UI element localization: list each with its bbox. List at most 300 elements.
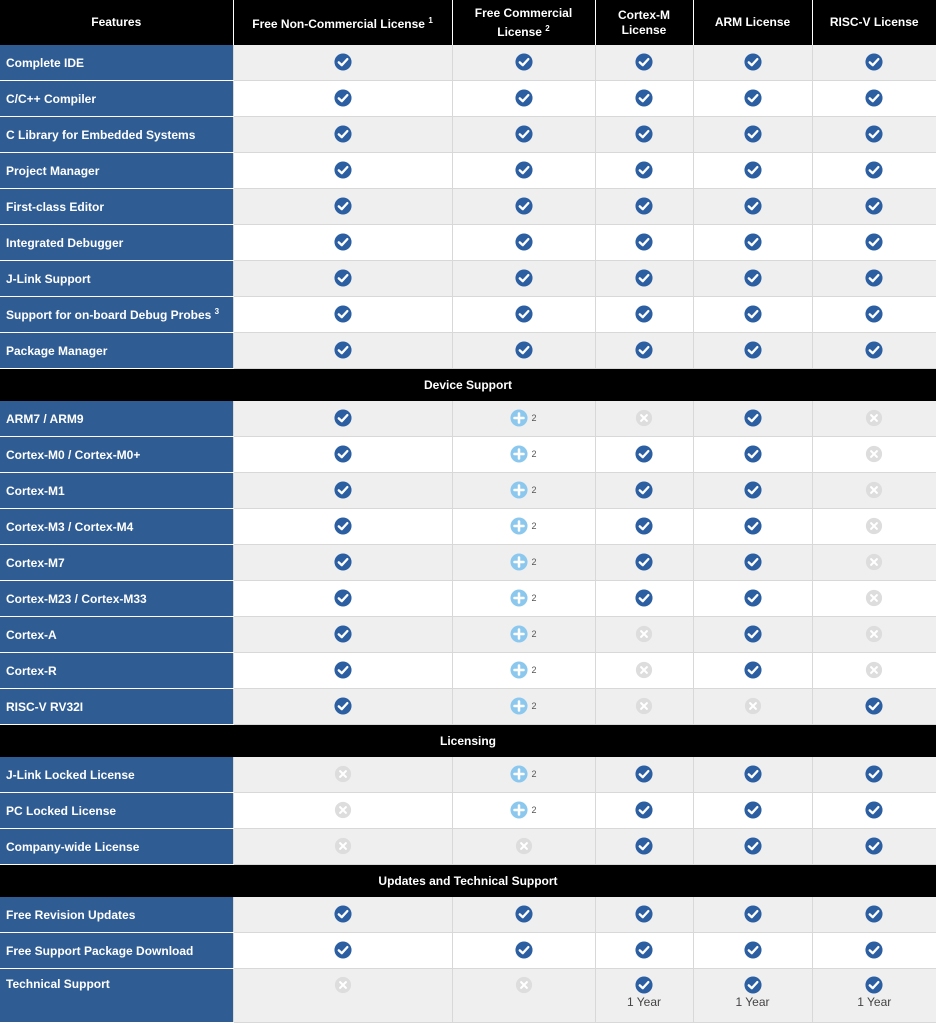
feature-label-complete-ide bbox=[0, 45, 233, 81]
check-icon bbox=[744, 766, 762, 783]
feature-label-text: Cortex-A bbox=[6, 627, 57, 642]
cell-cortex-m bbox=[595, 45, 693, 81]
cell-arm bbox=[693, 897, 812, 933]
table-row bbox=[0, 653, 936, 689]
plus-icon bbox=[510, 802, 528, 819]
feature-label-integrated-debugger bbox=[0, 225, 233, 261]
check-icon bbox=[744, 662, 762, 679]
footnote-marker: 3 bbox=[214, 307, 220, 316]
cell-cortex-m bbox=[595, 225, 693, 261]
cell-risc-v bbox=[812, 581, 936, 617]
check-icon bbox=[744, 234, 762, 251]
check-icon bbox=[334, 410, 352, 427]
feature-label-support-for-on-board-debug-probes bbox=[0, 297, 233, 333]
table-row bbox=[0, 401, 936, 437]
check-icon bbox=[635, 306, 653, 323]
footnote-marker: 2 bbox=[531, 557, 537, 568]
check-icon bbox=[744, 446, 762, 463]
check-icon bbox=[334, 54, 352, 71]
check-icon bbox=[744, 410, 762, 427]
check-icon bbox=[865, 698, 883, 715]
feature-label-pc-locked-license bbox=[0, 793, 233, 829]
feature-label-text: Company-wide License bbox=[6, 839, 140, 854]
cell-free-commercial bbox=[452, 581, 595, 617]
cell-free-non-commercial bbox=[233, 297, 452, 333]
cell-risc-v bbox=[812, 897, 936, 933]
cell-free-non-commercial bbox=[233, 969, 452, 1023]
footnote-marker: 2 bbox=[531, 629, 537, 640]
cell-risc-v bbox=[812, 757, 936, 793]
cell-free-commercial bbox=[452, 437, 595, 473]
feature-label-cortex-r bbox=[0, 653, 233, 689]
check-icon bbox=[744, 626, 762, 643]
feature-label-text: J-Link Locked License bbox=[6, 767, 135, 782]
check-icon bbox=[635, 802, 653, 819]
cross-icon bbox=[635, 698, 653, 715]
check-icon bbox=[515, 54, 533, 71]
table-row bbox=[0, 897, 936, 933]
cross-icon bbox=[865, 518, 883, 535]
check-icon bbox=[865, 838, 883, 855]
check-icon bbox=[865, 234, 883, 251]
footnote-marker: 2 bbox=[531, 485, 537, 496]
feature-label-cortex-m23-cortex-m33 bbox=[0, 581, 233, 617]
cell-free-non-commercial bbox=[233, 261, 452, 297]
check-icon bbox=[635, 126, 653, 143]
check-icon bbox=[865, 270, 883, 287]
section-header-licensing bbox=[0, 725, 936, 758]
section-header-updates-and-technical-support bbox=[0, 865, 936, 898]
cell-risc-v bbox=[812, 653, 936, 689]
check-icon bbox=[635, 234, 653, 251]
cell-free-non-commercial bbox=[233, 189, 452, 225]
cell-free-commercial bbox=[452, 81, 595, 117]
cell-free-non-commercial bbox=[233, 617, 452, 653]
cell-risc-v bbox=[812, 45, 936, 81]
table-row bbox=[0, 437, 936, 473]
check-icon bbox=[515, 162, 533, 179]
check-icon bbox=[744, 942, 762, 959]
feature-label-text: PC Locked License bbox=[6, 803, 117, 818]
table-row bbox=[0, 261, 936, 297]
cell-free-commercial bbox=[452, 793, 595, 829]
check-icon bbox=[334, 626, 352, 643]
check-icon bbox=[515, 234, 533, 251]
cell-free-commercial bbox=[452, 969, 595, 1023]
cell-cortex-m bbox=[595, 297, 693, 333]
check-icon bbox=[334, 482, 352, 499]
plus-icon bbox=[510, 766, 528, 783]
table-row bbox=[0, 581, 936, 617]
cell-risc-v bbox=[812, 473, 936, 509]
column-header-free-commercial: Free Commercial License $^2$ bbox=[452, 0, 595, 45]
plus-icon bbox=[510, 590, 528, 607]
cell-arm bbox=[693, 45, 812, 81]
cell-free-commercial bbox=[452, 45, 595, 81]
plus-icon bbox=[510, 698, 528, 715]
cell-free-non-commercial bbox=[233, 829, 452, 865]
check-icon bbox=[744, 838, 762, 855]
section-header-device-support bbox=[0, 369, 936, 402]
check-icon bbox=[744, 802, 762, 819]
cell-arm bbox=[693, 969, 812, 1023]
check-icon bbox=[744, 306, 762, 323]
feature-label-text: Technical Support bbox=[6, 977, 110, 991]
feature-label-text: Complete IDE bbox=[6, 55, 85, 70]
check-icon bbox=[334, 270, 352, 287]
cell-arm bbox=[693, 261, 812, 297]
feature-label-text: Cortex-R bbox=[6, 663, 57, 678]
check-icon bbox=[744, 90, 762, 107]
table-row bbox=[0, 757, 936, 793]
check-icon bbox=[744, 554, 762, 571]
cell-arm bbox=[693, 225, 812, 261]
table-row bbox=[0, 225, 936, 261]
footnote-marker: 2 bbox=[531, 593, 537, 604]
check-icon bbox=[744, 162, 762, 179]
feature-label-technical-support bbox=[0, 969, 233, 1023]
check-icon bbox=[635, 518, 653, 535]
cell-free-non-commercial bbox=[233, 225, 452, 261]
check-icon bbox=[744, 270, 762, 287]
cell-arm bbox=[693, 581, 812, 617]
cell-arm bbox=[693, 117, 812, 153]
table-row bbox=[0, 545, 936, 581]
check-icon bbox=[635, 482, 653, 499]
support-duration: 1 Year bbox=[857, 995, 892, 1010]
check-icon bbox=[334, 662, 352, 679]
cell-free-commercial bbox=[452, 897, 595, 933]
cell-free-non-commercial bbox=[233, 81, 452, 117]
feature-label-cortex-m3-cortex-m4 bbox=[0, 509, 233, 545]
cell-free-non-commercial bbox=[233, 473, 452, 509]
cross-icon bbox=[334, 802, 352, 819]
check-icon bbox=[865, 90, 883, 107]
cross-icon bbox=[515, 976, 533, 993]
footnote-marker: 2 bbox=[531, 413, 537, 424]
check-icon bbox=[334, 90, 352, 107]
cell-cortex-m bbox=[595, 757, 693, 793]
cross-icon bbox=[865, 446, 883, 463]
cell-free-commercial bbox=[452, 473, 595, 509]
check-icon bbox=[865, 342, 883, 359]
feature-label-cortex-m0-cortex-m0 bbox=[0, 437, 233, 473]
check-icon bbox=[635, 976, 653, 993]
feature-label-text: ARM7 / ARM9 bbox=[6, 411, 84, 426]
cell-free-non-commercial bbox=[233, 581, 452, 617]
check-icon bbox=[635, 270, 653, 287]
table-row bbox=[0, 689, 936, 725]
cross-icon bbox=[635, 410, 653, 427]
check-icon bbox=[515, 90, 533, 107]
cell-free-non-commercial bbox=[233, 757, 452, 793]
cross-icon bbox=[865, 626, 883, 643]
cell-arm bbox=[693, 333, 812, 369]
cell-arm bbox=[693, 689, 812, 725]
check-icon bbox=[334, 590, 352, 607]
feature-label-text: J-Link Support bbox=[6, 271, 91, 286]
cell-risc-v bbox=[812, 117, 936, 153]
check-icon bbox=[635, 198, 653, 215]
cell-arm bbox=[693, 653, 812, 689]
cross-icon bbox=[334, 976, 352, 993]
cell-risc-v bbox=[812, 829, 936, 865]
check-icon bbox=[635, 554, 653, 571]
feature-label-text: Project Manager bbox=[6, 163, 100, 178]
check-icon bbox=[635, 590, 653, 607]
cross-icon bbox=[334, 838, 352, 855]
feature-label-text: Cortex-M0 / Cortex-M0+ bbox=[6, 447, 141, 462]
check-icon bbox=[744, 906, 762, 923]
cell-free-non-commercial bbox=[233, 509, 452, 545]
cell-risc-v bbox=[812, 793, 936, 829]
cell-cortex-m bbox=[595, 437, 693, 473]
cell-cortex-m bbox=[595, 117, 693, 153]
column-header-risc-v: RISC-V License bbox=[812, 0, 936, 45]
cell-cortex-m bbox=[595, 897, 693, 933]
cell-cortex-m bbox=[595, 189, 693, 225]
check-icon bbox=[334, 234, 352, 251]
cross-icon bbox=[865, 482, 883, 499]
cell-free-commercial bbox=[452, 653, 595, 689]
feature-label-c-c-compiler bbox=[0, 81, 233, 117]
cell-risc-v bbox=[812, 969, 936, 1023]
check-icon bbox=[865, 198, 883, 215]
footnote-marker: 2 bbox=[531, 701, 537, 712]
cell-free-commercial bbox=[452, 189, 595, 225]
plus-icon bbox=[510, 410, 528, 427]
cell-free-commercial bbox=[452, 509, 595, 545]
table-row bbox=[0, 117, 936, 153]
feature-label-j-link-support bbox=[0, 261, 233, 297]
check-icon bbox=[744, 126, 762, 143]
check-icon bbox=[334, 446, 352, 463]
check-icon bbox=[865, 126, 883, 143]
cell-risc-v bbox=[812, 189, 936, 225]
footnote-marker: 2 bbox=[531, 449, 537, 460]
check-icon bbox=[334, 342, 352, 359]
check-icon bbox=[334, 942, 352, 959]
check-icon bbox=[515, 198, 533, 215]
cell-arm bbox=[693, 81, 812, 117]
cell-arm bbox=[693, 545, 812, 581]
cell-risc-v bbox=[812, 81, 936, 117]
check-icon bbox=[635, 90, 653, 107]
cell-free-commercial bbox=[452, 225, 595, 261]
support-duration: 1 Year bbox=[735, 995, 770, 1010]
cell-risc-v bbox=[812, 545, 936, 581]
check-icon bbox=[635, 342, 653, 359]
cell-arm bbox=[693, 509, 812, 545]
cell-free-commercial bbox=[452, 261, 595, 297]
cell-arm bbox=[693, 297, 812, 333]
table-row bbox=[0, 297, 936, 333]
check-icon bbox=[515, 306, 533, 323]
check-icon bbox=[744, 976, 762, 993]
footnote-marker: 2 bbox=[531, 769, 537, 780]
feature-label-text: RISC-V RV32I bbox=[6, 699, 84, 714]
table-row bbox=[0, 189, 936, 225]
feature-label-text: Integrated Debugger bbox=[6, 235, 124, 250]
cell-cortex-m bbox=[595, 653, 693, 689]
plus-icon bbox=[510, 554, 528, 571]
check-icon bbox=[865, 54, 883, 71]
check-icon bbox=[635, 942, 653, 959]
plus-icon bbox=[510, 482, 528, 499]
table-row bbox=[0, 509, 936, 545]
cell-free-commercial bbox=[452, 617, 595, 653]
check-icon bbox=[515, 906, 533, 923]
section-title: Device Support bbox=[0, 369, 936, 402]
cell-free-non-commercial bbox=[233, 689, 452, 725]
cell-free-commercial bbox=[452, 545, 595, 581]
cross-icon bbox=[744, 698, 762, 715]
feature-label-company-wide-license bbox=[0, 829, 233, 865]
check-icon bbox=[334, 906, 352, 923]
check-icon bbox=[865, 906, 883, 923]
table-row bbox=[0, 333, 936, 369]
cell-cortex-m bbox=[595, 261, 693, 297]
cell-cortex-m bbox=[595, 153, 693, 189]
check-icon bbox=[744, 590, 762, 607]
feature-label-j-link-locked-license bbox=[0, 757, 233, 793]
cell-risc-v bbox=[812, 261, 936, 297]
feature-label-arm7-arm9 bbox=[0, 401, 233, 437]
cell-free-commercial bbox=[452, 689, 595, 725]
cross-icon bbox=[334, 766, 352, 783]
feature-label-text: Cortex-M23 / Cortex-M33 bbox=[6, 591, 147, 606]
feature-label-text: C/C++ Compiler bbox=[6, 91, 97, 106]
column-header-free-non-commercial: Free Non-Commercial License $^1$ bbox=[233, 0, 452, 45]
cell-cortex-m bbox=[595, 933, 693, 969]
cell-arm bbox=[693, 933, 812, 969]
feature-label-text: Cortex-M1 bbox=[6, 483, 65, 498]
footnote-marker: 2 bbox=[531, 805, 537, 816]
cell-risc-v bbox=[812, 401, 936, 437]
cross-icon bbox=[635, 662, 653, 679]
support-duration: 1 Year bbox=[626, 995, 662, 1010]
column-header-arm: ARM License bbox=[693, 0, 812, 45]
cell-arm bbox=[693, 189, 812, 225]
check-icon bbox=[744, 198, 762, 215]
check-icon bbox=[334, 554, 352, 571]
cell-arm bbox=[693, 829, 812, 865]
cell-cortex-m bbox=[595, 473, 693, 509]
check-icon bbox=[865, 766, 883, 783]
feature-label-free-revision-updates bbox=[0, 897, 233, 933]
check-icon bbox=[635, 838, 653, 855]
section-title: Licensing bbox=[0, 725, 936, 758]
feature-label-text: Free Support Package Download bbox=[6, 943, 194, 958]
cell-arm bbox=[693, 153, 812, 189]
check-icon bbox=[334, 198, 352, 215]
feature-label-text: Free Revision Updates bbox=[6, 907, 136, 922]
table-row bbox=[0, 153, 936, 189]
feature-label-text: Cortex-M3 / Cortex-M4 bbox=[6, 519, 134, 534]
feature-label-cortex-m7 bbox=[0, 545, 233, 581]
cell-arm bbox=[693, 401, 812, 437]
check-icon bbox=[635, 906, 653, 923]
cell-arm bbox=[693, 437, 812, 473]
cell-free-commercial bbox=[452, 297, 595, 333]
cell-free-non-commercial bbox=[233, 793, 452, 829]
check-icon bbox=[334, 306, 352, 323]
feature-label-text: Package Manager bbox=[6, 343, 108, 358]
check-icon bbox=[635, 54, 653, 71]
check-icon bbox=[865, 306, 883, 323]
table-row bbox=[0, 969, 936, 1023]
cell-risc-v bbox=[812, 333, 936, 369]
cell-free-commercial bbox=[452, 933, 595, 969]
cell-risc-v bbox=[812, 153, 936, 189]
cross-icon bbox=[635, 626, 653, 643]
check-icon bbox=[744, 54, 762, 71]
cell-cortex-m bbox=[595, 81, 693, 117]
plus-icon bbox=[510, 662, 528, 679]
cell-free-non-commercial bbox=[233, 117, 452, 153]
cell-free-commercial bbox=[452, 333, 595, 369]
feature-label-package-manager bbox=[0, 333, 233, 369]
cell-free-non-commercial bbox=[233, 333, 452, 369]
cell-risc-v bbox=[812, 437, 936, 473]
cell-free-non-commercial bbox=[233, 933, 452, 969]
check-icon bbox=[865, 976, 883, 993]
header-row bbox=[0, 0, 936, 45]
check-icon bbox=[334, 518, 352, 535]
cross-icon bbox=[865, 554, 883, 571]
cell-risc-v bbox=[812, 617, 936, 653]
footnote-marker: 2 bbox=[531, 521, 537, 532]
check-icon bbox=[515, 126, 533, 143]
footnote-marker: 2 bbox=[531, 665, 537, 676]
cell-cortex-m bbox=[595, 509, 693, 545]
table-row bbox=[0, 473, 936, 509]
feature-label-risc-v-rv32i bbox=[0, 689, 233, 725]
cell-cortex-m bbox=[595, 545, 693, 581]
feature-label-cortex-a bbox=[0, 617, 233, 653]
cell-arm bbox=[693, 757, 812, 793]
table-row bbox=[0, 933, 936, 969]
plus-icon bbox=[510, 626, 528, 643]
cross-icon bbox=[865, 662, 883, 679]
cell-free-non-commercial bbox=[233, 545, 452, 581]
check-icon bbox=[515, 270, 533, 287]
cross-icon bbox=[865, 410, 883, 427]
cell-cortex-m bbox=[595, 969, 693, 1023]
feature-label-first-class-editor bbox=[0, 189, 233, 225]
cell-free-commercial bbox=[452, 117, 595, 153]
cell-risc-v bbox=[812, 225, 936, 261]
table-row bbox=[0, 793, 936, 829]
cross-icon bbox=[865, 590, 883, 607]
feature-label-c-library-for-embedded-systems bbox=[0, 117, 233, 153]
cell-arm bbox=[693, 473, 812, 509]
check-icon bbox=[744, 342, 762, 359]
plus-icon bbox=[510, 518, 528, 535]
cell-risc-v bbox=[812, 509, 936, 545]
cell-arm bbox=[693, 617, 812, 653]
cell-cortex-m bbox=[595, 401, 693, 437]
check-icon bbox=[635, 766, 653, 783]
check-icon bbox=[515, 942, 533, 959]
cell-risc-v bbox=[812, 297, 936, 333]
check-icon bbox=[515, 342, 533, 359]
cell-cortex-m bbox=[595, 829, 693, 865]
cell-free-non-commercial bbox=[233, 437, 452, 473]
cell-risc-v bbox=[812, 689, 936, 725]
feature-label-free-support-package-download bbox=[0, 933, 233, 969]
section-title: Updates and Technical Support bbox=[0, 865, 936, 898]
